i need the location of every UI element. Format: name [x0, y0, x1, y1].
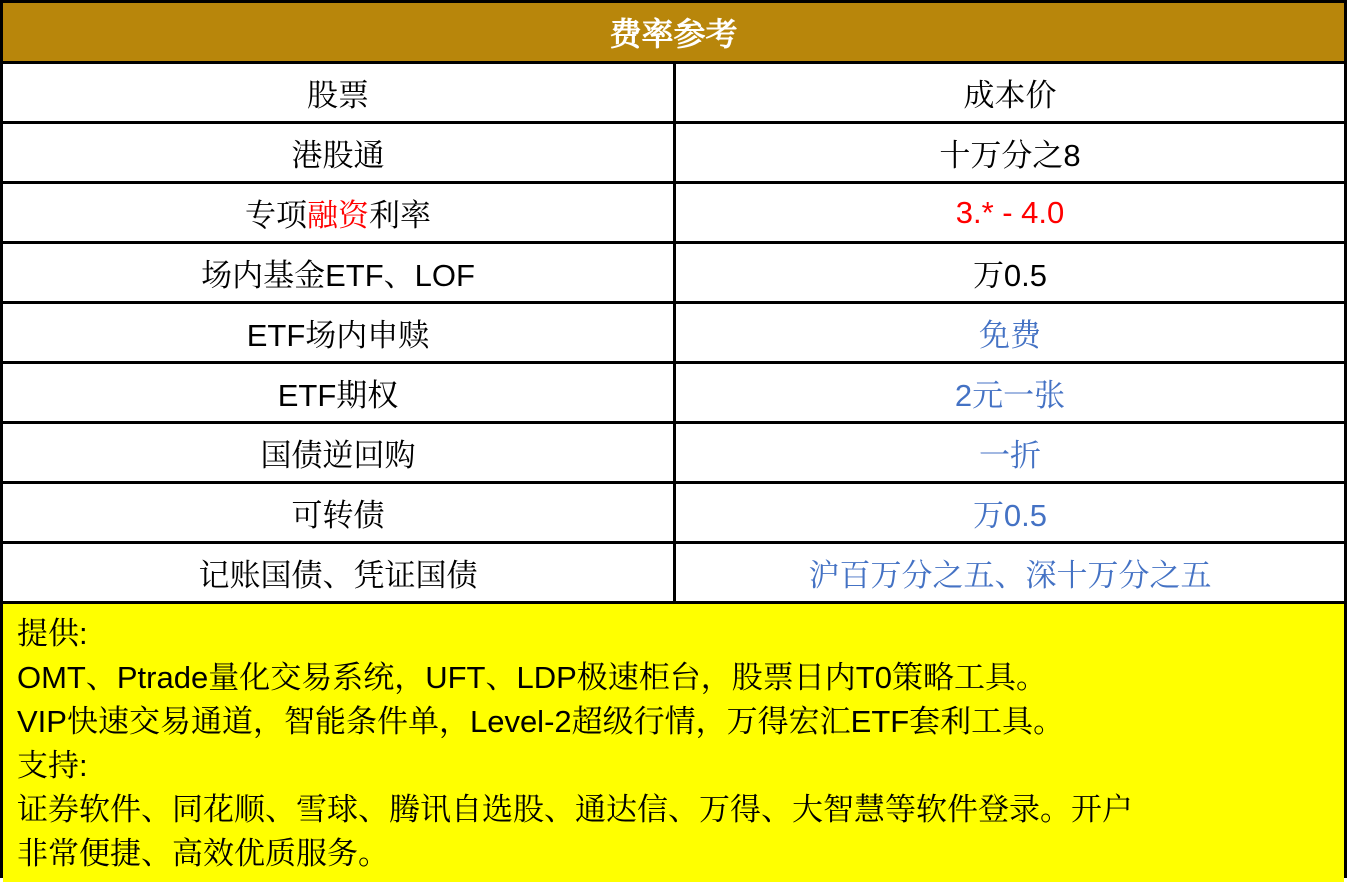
services-note	[3, 601, 1344, 882]
row-value: 十万分之8	[939, 138, 1081, 173]
row-label: ETF期权	[3, 364, 676, 421]
note-line: 提供:	[17, 616, 88, 651]
table-row	[3, 421, 1344, 481]
table-row	[3, 241, 1344, 301]
row-value: 免费	[979, 318, 1041, 353]
table-row	[3, 361, 1344, 421]
table-row	[3, 301, 1344, 361]
row-value: 沪百万分之五、深十万分之五	[808, 558, 1212, 593]
table-row	[3, 481, 1344, 541]
row-value: 万0.5	[972, 258, 1048, 293]
row-label: 场内基金ETF、LOF	[3, 244, 676, 301]
row-label: 可转债	[3, 484, 676, 541]
row-label-part: 利率	[369, 198, 431, 233]
table-title-bar	[3, 3, 1344, 61]
row-value: 2元一张	[954, 378, 1066, 413]
row-value: 万0.5	[972, 498, 1048, 533]
page-title: 费率参考	[609, 16, 738, 52]
note-line: OMT、Ptrade量化交易系统，UFT、LDP极速柜台，股票日内T0策略工具。	[17, 660, 1047, 695]
note-line: 支持:	[17, 748, 88, 783]
table-row	[3, 61, 1344, 121]
note-line: 非常便捷、高效优质服务。	[17, 836, 389, 871]
fee-table	[3, 61, 1344, 601]
note-line: 证券软件、同花顺、雪球、腾讯自选股、通达信、万得、大智慧等软件登录。开户	[17, 792, 1133, 827]
row-label: 港股通	[3, 124, 676, 181]
table-row	[3, 181, 1344, 241]
row-label: ETF场内申赎	[3, 304, 676, 361]
row-label-highlight: 融资	[307, 198, 369, 233]
row-label: 股票	[3, 64, 676, 121]
row-value: 一折	[979, 438, 1041, 473]
table-row	[3, 121, 1344, 181]
row-value: 成本价	[963, 78, 1057, 113]
row-label	[3, 184, 676, 241]
table-row	[3, 541, 1344, 601]
row-label: 记账国债、凭证国债	[3, 544, 676, 601]
note-line: VIP快速交易通道，智能条件单，Level-2超级行情，万得宏汇ETF套利工具。	[17, 704, 1065, 739]
row-value: 3.* - 4.0	[955, 194, 1065, 230]
row-label-part: 专项	[245, 198, 307, 233]
row-label: 国债逆回购	[3, 424, 676, 481]
